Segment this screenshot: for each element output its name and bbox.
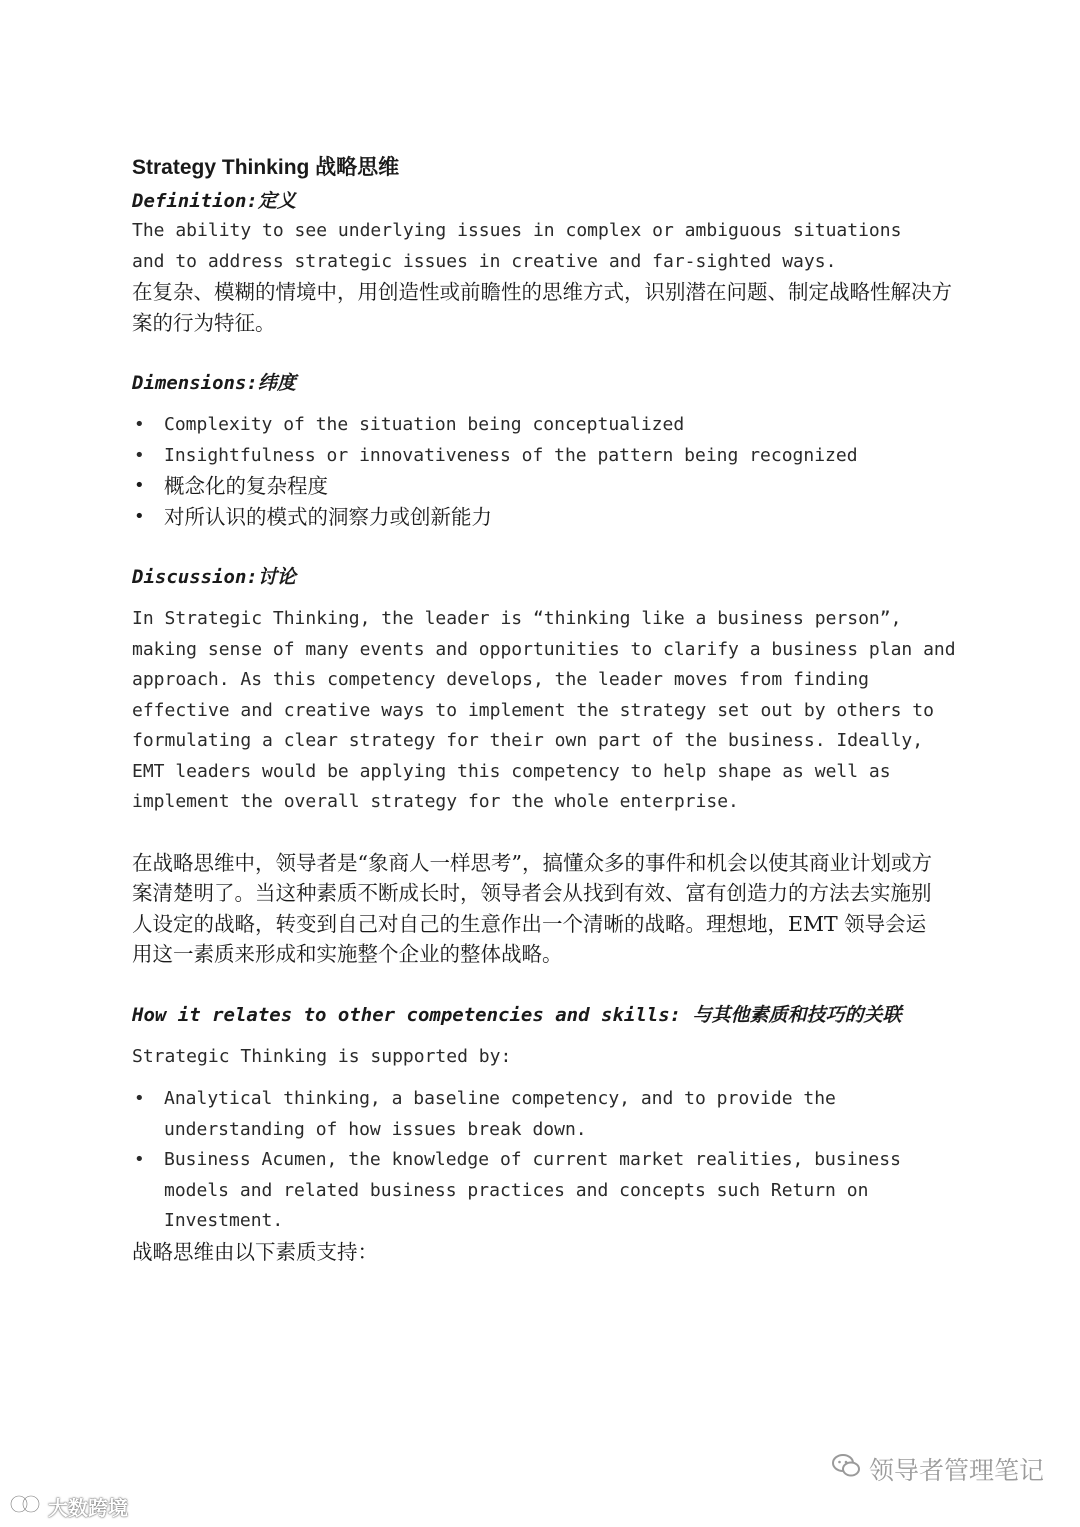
discussion-zh: 在战略思维中，领导者是“象商人一样思考”，搞懂众多的事件和机会以使其商业计划或方案清楚明了。当这种素质不断成长时，领导者会从找到有效、富有创造力的方法去实施别人设定的战略，转变到自己对自己的生意作出一个清晰的战略。理想地，EMT 领导会运用这一素质来形成和实施整个企业的整体战略。	[132, 850, 932, 966]
watermark-left-text: 大数跨境	[48, 1496, 128, 1520]
list-item: • Complexity of the situation being conceptualized	[132, 410, 962, 441]
relates-list	[132, 1084, 932, 1237]
dimensions-heading: Dimensions:纬度	[132, 372, 296, 394]
watermark-left	[8, 1492, 128, 1521]
definition-en: The ability to see underlying issues in complex or ambiguous situations and to address strategic issues in creative and far-sighted ways.	[132, 220, 902, 272]
list-item: • 对所认识的模式的洞察力或创新能力	[132, 502, 962, 533]
watermark-right-text: 领导者管理笔记	[868, 1456, 1044, 1485]
discussion-en: In Strategic Thinking, the leader is “thinking like a business person”, making sense of many events and opportunities to clarify a business plan and approach. As this competency develops, the leader moves from finding effective and creative ways to implement the strategy set out by others to formulating a clear strategy for their own part of the business. Ideally, EMT leaders would be applying this competency to help shape as well as implement the overall strategy for the whole enterprise.	[132, 608, 956, 812]
definition-heading: Definition:定义	[132, 190, 296, 212]
wechat-icon	[831, 1453, 861, 1485]
list-item: • Insightfulness or innovativeness of the pattern being recognized	[132, 441, 962, 472]
logo-icon	[8, 1493, 42, 1520]
relates-heading: How it relates to other competencies and skills: 与其他素质和技巧的关联	[132, 1003, 902, 1026]
dimensions-list	[132, 410, 962, 532]
relates-zh: 战略思维由以下素质支持：	[132, 1239, 378, 1264]
list-item: • Analytical thinking, a baseline competency, and to provide the understanding of how issues break down.	[132, 1084, 932, 1145]
page-title: Strategy Thinking 战略思维	[132, 156, 400, 179]
relates-intro: Strategic Thinking is supported by:	[132, 1045, 512, 1067]
document-page	[132, 150, 962, 1267]
discussion-heading: Discussion:讨论	[132, 566, 296, 588]
list-item: • 概念化的复杂程度	[132, 471, 962, 502]
watermark-right	[831, 1451, 1044, 1487]
list-item: • Business Acumen, the knowledge of current market realities, business models and related business practices and concepts such Return on Investment.	[132, 1145, 932, 1237]
definition-zh: 在复杂、模糊的情境中，用创造性或前瞻性的思维方式，识别潜在问题、制定战略性解决方案的行为特征。	[132, 280, 952, 335]
